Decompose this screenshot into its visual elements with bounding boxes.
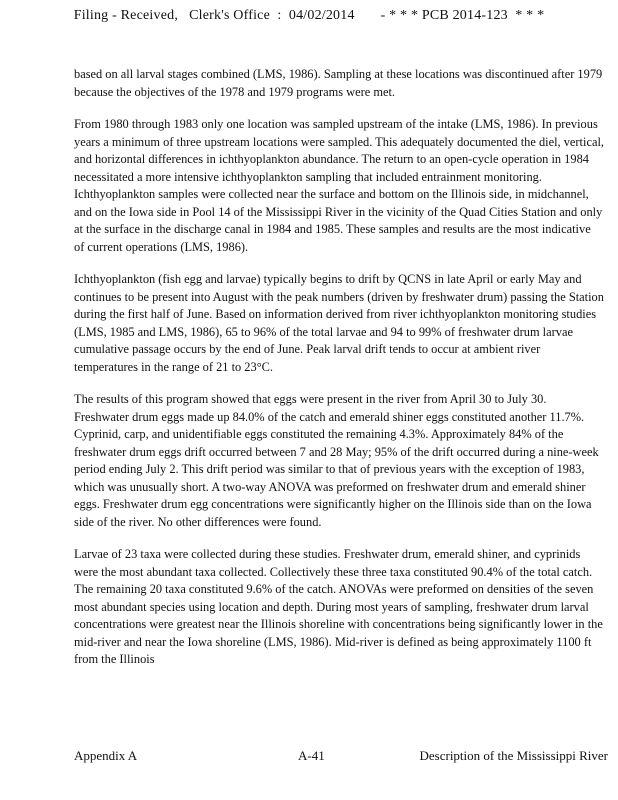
document-body	[74, 66, 604, 684]
paragraph: Larvae of 23 taxa were collected during these studies. Freshwater drum, emerald shiner, and cyprinids were the most abundant taxa collected. Collectively these three taxa constituted 90.4% of the total catch. The remaining 20 taxa constituted 9.6% of the catch. ANOVAs were preformed on densities of the seven most abundant species using location and depth. During most years of sampling, freshwater drum larval concentrations were greatest near the Illinois shoreline with concentrations being significantly lower in the mid-river and near the Iowa shoreline (LMS, 1986). Mid-river is defined as being approximately 1100 ft from the Illinois	[74, 547, 603, 666]
filing-stamp: Filing - Received, Clerk's Office : 04/02/2014	[73, 8, 355, 23]
paragraph: The results of this program showed that eggs were present in the river from April 30 to July 30. Freshwater drum eggs made up 84.0% of the catch and emerald shiner eggs constituted another 11.7%. Cyprinid, carp, and unidentifiable eggs constituted the remaining 4.3%. Approximately 84% of the freshwater drum eggs drift occurred between 7 and 28 May; 95% of the drift occurred during a nine-week period ending July 2. This drift period was similar to that of previous years with the exception of 1983, which was unusually short. A two-way ANOVA was preformed on freshwater drum and emerald shiner eggs. Freshwater drum egg concentrations were significantly higher on the Illinois side than on the Iowa side of the river. No other differences were found.	[74, 392, 599, 529]
paragraph: Ichthyoplankton (fish egg and larvae) typically begins to drift by QCNS in late April or early May and continues to be present into August with the peak numbers (driven by freshwater drum) passing the Station during the first half of June. Based on information derived from river ichthyoplankton monitoring studies (LMS, 1985 and LMS, 1986), 65 to 96% of the total larvae and 94 to 99% of freshwater drum larvae cumulative passage occurs by the end of June. Peak larval drift tends to occur at ambient river temperatures in the range of 21 to 23°C.	[74, 272, 604, 374]
paragraph: based on all larval stages combined (LMS, 1986). Sampling at these locations was discontinued after 1979 because the objectives of the 1978 and 1979 programs were met.	[74, 67, 603, 99]
docket-number: - * * * PCB 2014-123 * * *	[380, 8, 545, 23]
filing-header	[0, 8, 618, 24]
footer-appendix: Appendix A	[74, 748, 138, 763]
footer-section-title: Description of the Mississippi River	[419, 748, 608, 763]
page-number: A-41	[298, 748, 325, 763]
paragraph: From 1980 through 1983 only one location was sampled upstream of the intake (LMS, 1986). In previous years a minimum of three upstream locations were sampled. This adequately documented the diel, vertical, and horizontal differences in ichthyoplankton abundance. The return to an open-cycle operation in 1984 necessitated a more intensive ichthyoplankton sampling that included entrainment monitoring. Ichthyoplankton samples were collected near the surface and bottom on the Illinois side, in midchannel, and on the Iowa side in Pool 14 of the Mississippi River in the vicinity of the Quad Cities Station and only at the surface in the discharge canal in 1984 and 1985. These samples and results are the most indicative of current operations (LMS, 1986).	[74, 117, 604, 254]
